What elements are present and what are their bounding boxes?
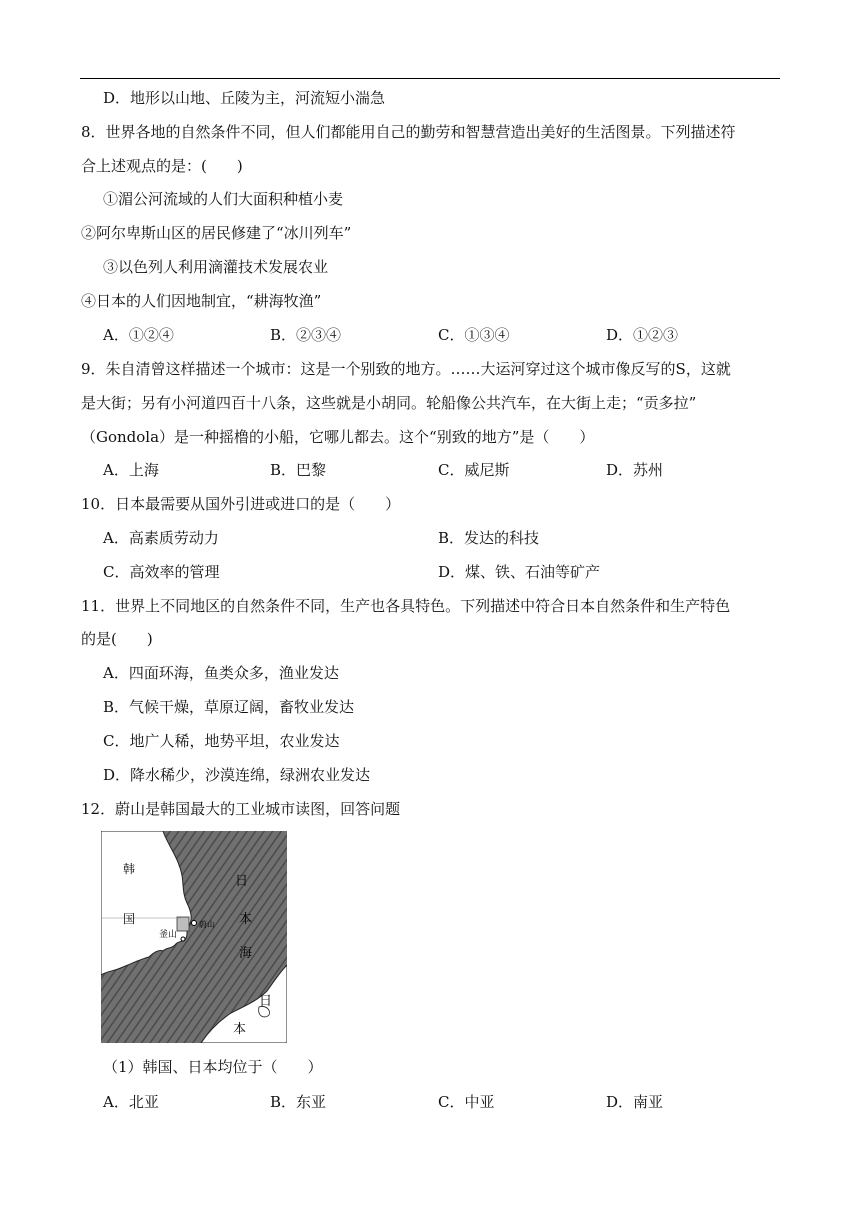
q8-item-2: ②阿尔卑斯山区的居民修建了“冰川列车” <box>81 224 352 242</box>
label-sea-3: 海 <box>239 945 253 960</box>
label-sea-2: 本 <box>239 911 253 926</box>
q12-sub1-stem: （1）韩国、日本均位于（ ） <box>103 1058 323 1076</box>
q8-stem-line1: 8．世界各地的自然条件不同，但人们都能用自己的勤劳和智慧营造出美好的生活图景。下列描述符 <box>81 123 736 141</box>
q12-sub1-option-c[interactable]: C．中亚 <box>438 1093 495 1111</box>
q12-sub1-option-b[interactable]: B．东亚 <box>270 1093 327 1111</box>
label-korea-1: 韩 <box>123 862 136 876</box>
label-korea-2: 国 <box>123 912 136 926</box>
label-japan-1: 日 <box>259 993 273 1008</box>
q8-option-a[interactable]: A．①②④ <box>103 326 174 344</box>
q8-option-c[interactable]: C．①③④ <box>438 326 510 344</box>
q7-option-d: D．地形以山地、丘陵为主，河流短小湍急 <box>103 89 386 107</box>
q9-option-a[interactable]: A．上海 <box>103 461 159 479</box>
q8-item-4: ④日本的人们因地制宜，“耕海牧渔” <box>81 292 322 310</box>
label-busan: 釜山 <box>159 929 178 939</box>
korea-japan-map <box>101 831 287 1043</box>
label-sea-1: 日 <box>235 873 249 888</box>
q9-stem-line3: （Gondola）是一种摇橹的小船，它哪儿都去。这个“别致的地方”是（ ） <box>81 428 595 446</box>
header-rule <box>80 78 780 79</box>
q10-option-c[interactable]: C．高效率的管理 <box>103 563 220 581</box>
q9-option-b[interactable]: B．巴黎 <box>270 461 327 479</box>
q8-option-d[interactable]: D．①②③ <box>606 326 679 344</box>
busan-marker <box>181 937 185 941</box>
q11-option-d[interactable]: D．降水稀少，沙漠连绵，绿洲农业发达 <box>103 766 371 784</box>
q10-option-d[interactable]: D．煤、铁、石油等矿产 <box>438 563 601 581</box>
q10-stem: 10．日本最需要从国外引进或进口的是（ ） <box>81 495 401 513</box>
label-japan-2: 本 <box>233 1021 247 1036</box>
ulsan-zone <box>177 917 189 931</box>
q11-stem-line2: 的是( ) <box>81 630 153 648</box>
label-ulsan: 蔚山 <box>199 920 215 929</box>
q11-option-b[interactable]: B．气候干燥，草原辽阔，畜牧业发达 <box>103 698 355 716</box>
q8-item-1: ①湄公河流域的人们大面积种植小麦 <box>103 190 344 208</box>
q10-option-a[interactable]: A．高素质劳动力 <box>103 529 219 547</box>
q9-option-c[interactable]: C．威尼斯 <box>438 461 510 479</box>
q8-item-3: ③以色列人利用滴灌技术发展农业 <box>103 258 329 276</box>
q11-option-a[interactable]: A．四面环海，鱼类众多，渔业发达 <box>103 664 339 682</box>
q12-stem: 12．蔚山是韩国最大的工业城市读图，回答问题 <box>81 800 401 818</box>
q9-stem-line1: 9．朱自清曾这样描述一个城市：这是一个别致的地方。……大运河穿过这个城市像反写的S，这就 <box>81 360 731 378</box>
q11-stem-line1: 11．世界上不同地区的自然条件不同，生产也各具特色。下列描述中符合日本自然条件和生产特色 <box>81 597 731 615</box>
q12-sub1-option-a[interactable]: A．北亚 <box>103 1093 159 1111</box>
q12-sub1-option-d[interactable]: D．南亚 <box>606 1093 664 1111</box>
q8-stem-line2: 合上述观点的是：( ) <box>81 157 243 175</box>
q8-option-b[interactable]: B．②③④ <box>270 326 342 344</box>
q9-option-d[interactable]: D．苏州 <box>606 461 664 479</box>
q10-option-b[interactable]: B．发达的科技 <box>438 529 540 547</box>
q9-stem-line2: 是大街；另有小河道四百十八条，这些就是小胡同。轮船像公共汽车，在大街上走；“贡多拉” <box>81 394 697 412</box>
q11-option-c[interactable]: C．地广人稀，地势平坦，农业发达 <box>103 732 340 750</box>
ulsan-marker <box>192 921 197 926</box>
